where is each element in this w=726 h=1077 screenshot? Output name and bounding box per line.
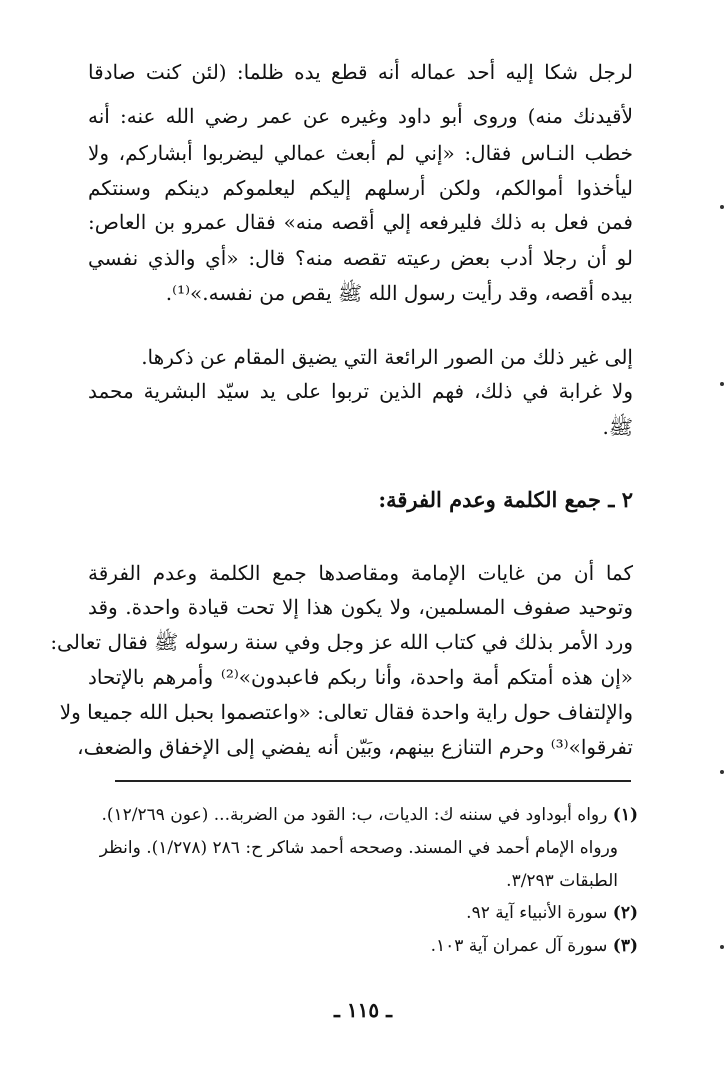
body-line: كما أن من غايات الإمامة ومقاصدها جمع الكلمة وعدم الفرقة (88, 561, 633, 585)
body-line: «إن هذه أمتكم أمة واحدة، وأنا ربكم فاعبدون»⁽²⁾ وأمرهم بالإتحاد (88, 665, 633, 689)
body-line: لو أن رجلا أدب بعض رعيته تقصه منه؟ قال: «أي والذي نفسي (88, 246, 633, 270)
footnote-text: سورة الأنبياء آية ٩٢. (466, 903, 608, 923)
footnote-text: رواه أبوداود في سننه ك: الديات، ب: القود من الضربة... (عون ١٢/٢٦٩). (101, 805, 608, 825)
body-line: ولا غرابة في ذلك، فهم الذين تربوا على يد سيّد البشرية محمد (88, 379, 634, 403)
footnote (466, 898, 638, 928)
footnote-number: (٣) (612, 936, 638, 956)
body-line: خطب النـاس فقال: «إني لم أبعث عمالي ليضربوا أبشاركم، ولا (88, 141, 633, 165)
footnote-separator (115, 780, 631, 782)
scan-mark (720, 770, 724, 774)
body-line: لأقيدنك منه) وروى أبو داود وغيره عن عمر رضي الله عنه: أنه (88, 104, 633, 128)
footnote-text: الطبقات ٣/٢٩٣. (506, 871, 618, 891)
footnote-number: (١) (612, 805, 638, 825)
body-line: والإلتفاف حول راية واحدة فقال تعالى: «واعتصموا بحبل الله جميعا ولا (59, 700, 633, 724)
body-line: لرجل شكا إليه أحد عماله أنه قطع يده ظلما: (لئن كنت صادقا (88, 60, 633, 84)
footnote (101, 800, 638, 830)
footnote (506, 866, 618, 896)
body-line: وتوحيد صفوف المسلمين، ولا يكون هذا إلا تحت قيادة واحدة. وقد (88, 595, 633, 619)
body-line: بيده أقصه، وقد رأيت رسول الله ﷺ يقص من نفسه.»⁽¹⁾. (165, 281, 633, 305)
footnote (100, 833, 618, 863)
section-heading: ٢ ـ جمع الكلمة وعدم الفرقة: (378, 487, 633, 512)
footnote-text: ورواه الإمام أحمد في المسند. وصححه أحمد شاكر ح: ٢٨٦ (١/٢٧٨). وانظر (99, 838, 618, 858)
footnote (431, 931, 638, 961)
body-line: ﷺ. (602, 415, 633, 439)
body-line: ورد الأمر بذلك في كتاب الله عز وجل وفي سنة رسوله ﷺ فقال تعالى: (50, 630, 633, 654)
footnote-number: (٢) (612, 903, 638, 923)
footnote-text: سورة آل عمران آية ١٠٣. (430, 936, 608, 956)
scan-mark (720, 205, 724, 209)
body-line: إلى غير ذلك من الصور الرائعة التي يضيق المقام عن ذكرها. (141, 345, 633, 369)
body-line: ليأخذوا أموالكم، ولكن أرسلهم إليكم ليعلموكم دينكم وسنتكم (88, 176, 633, 200)
scan-mark (720, 382, 724, 386)
body-line: تفرقوا»⁽³⁾ وحرم التنازع بينهم، وبَيّن أنه يفضي إلى الإخفاق والضعف، (77, 735, 633, 759)
page-number: ـ ١١٥ ـ (334, 998, 392, 1022)
body-line: فمن فعل به ذلك فليرفعه إلي أقصه منه» فقال عمرو بن العاص: (88, 210, 633, 234)
scan-mark (720, 945, 724, 949)
